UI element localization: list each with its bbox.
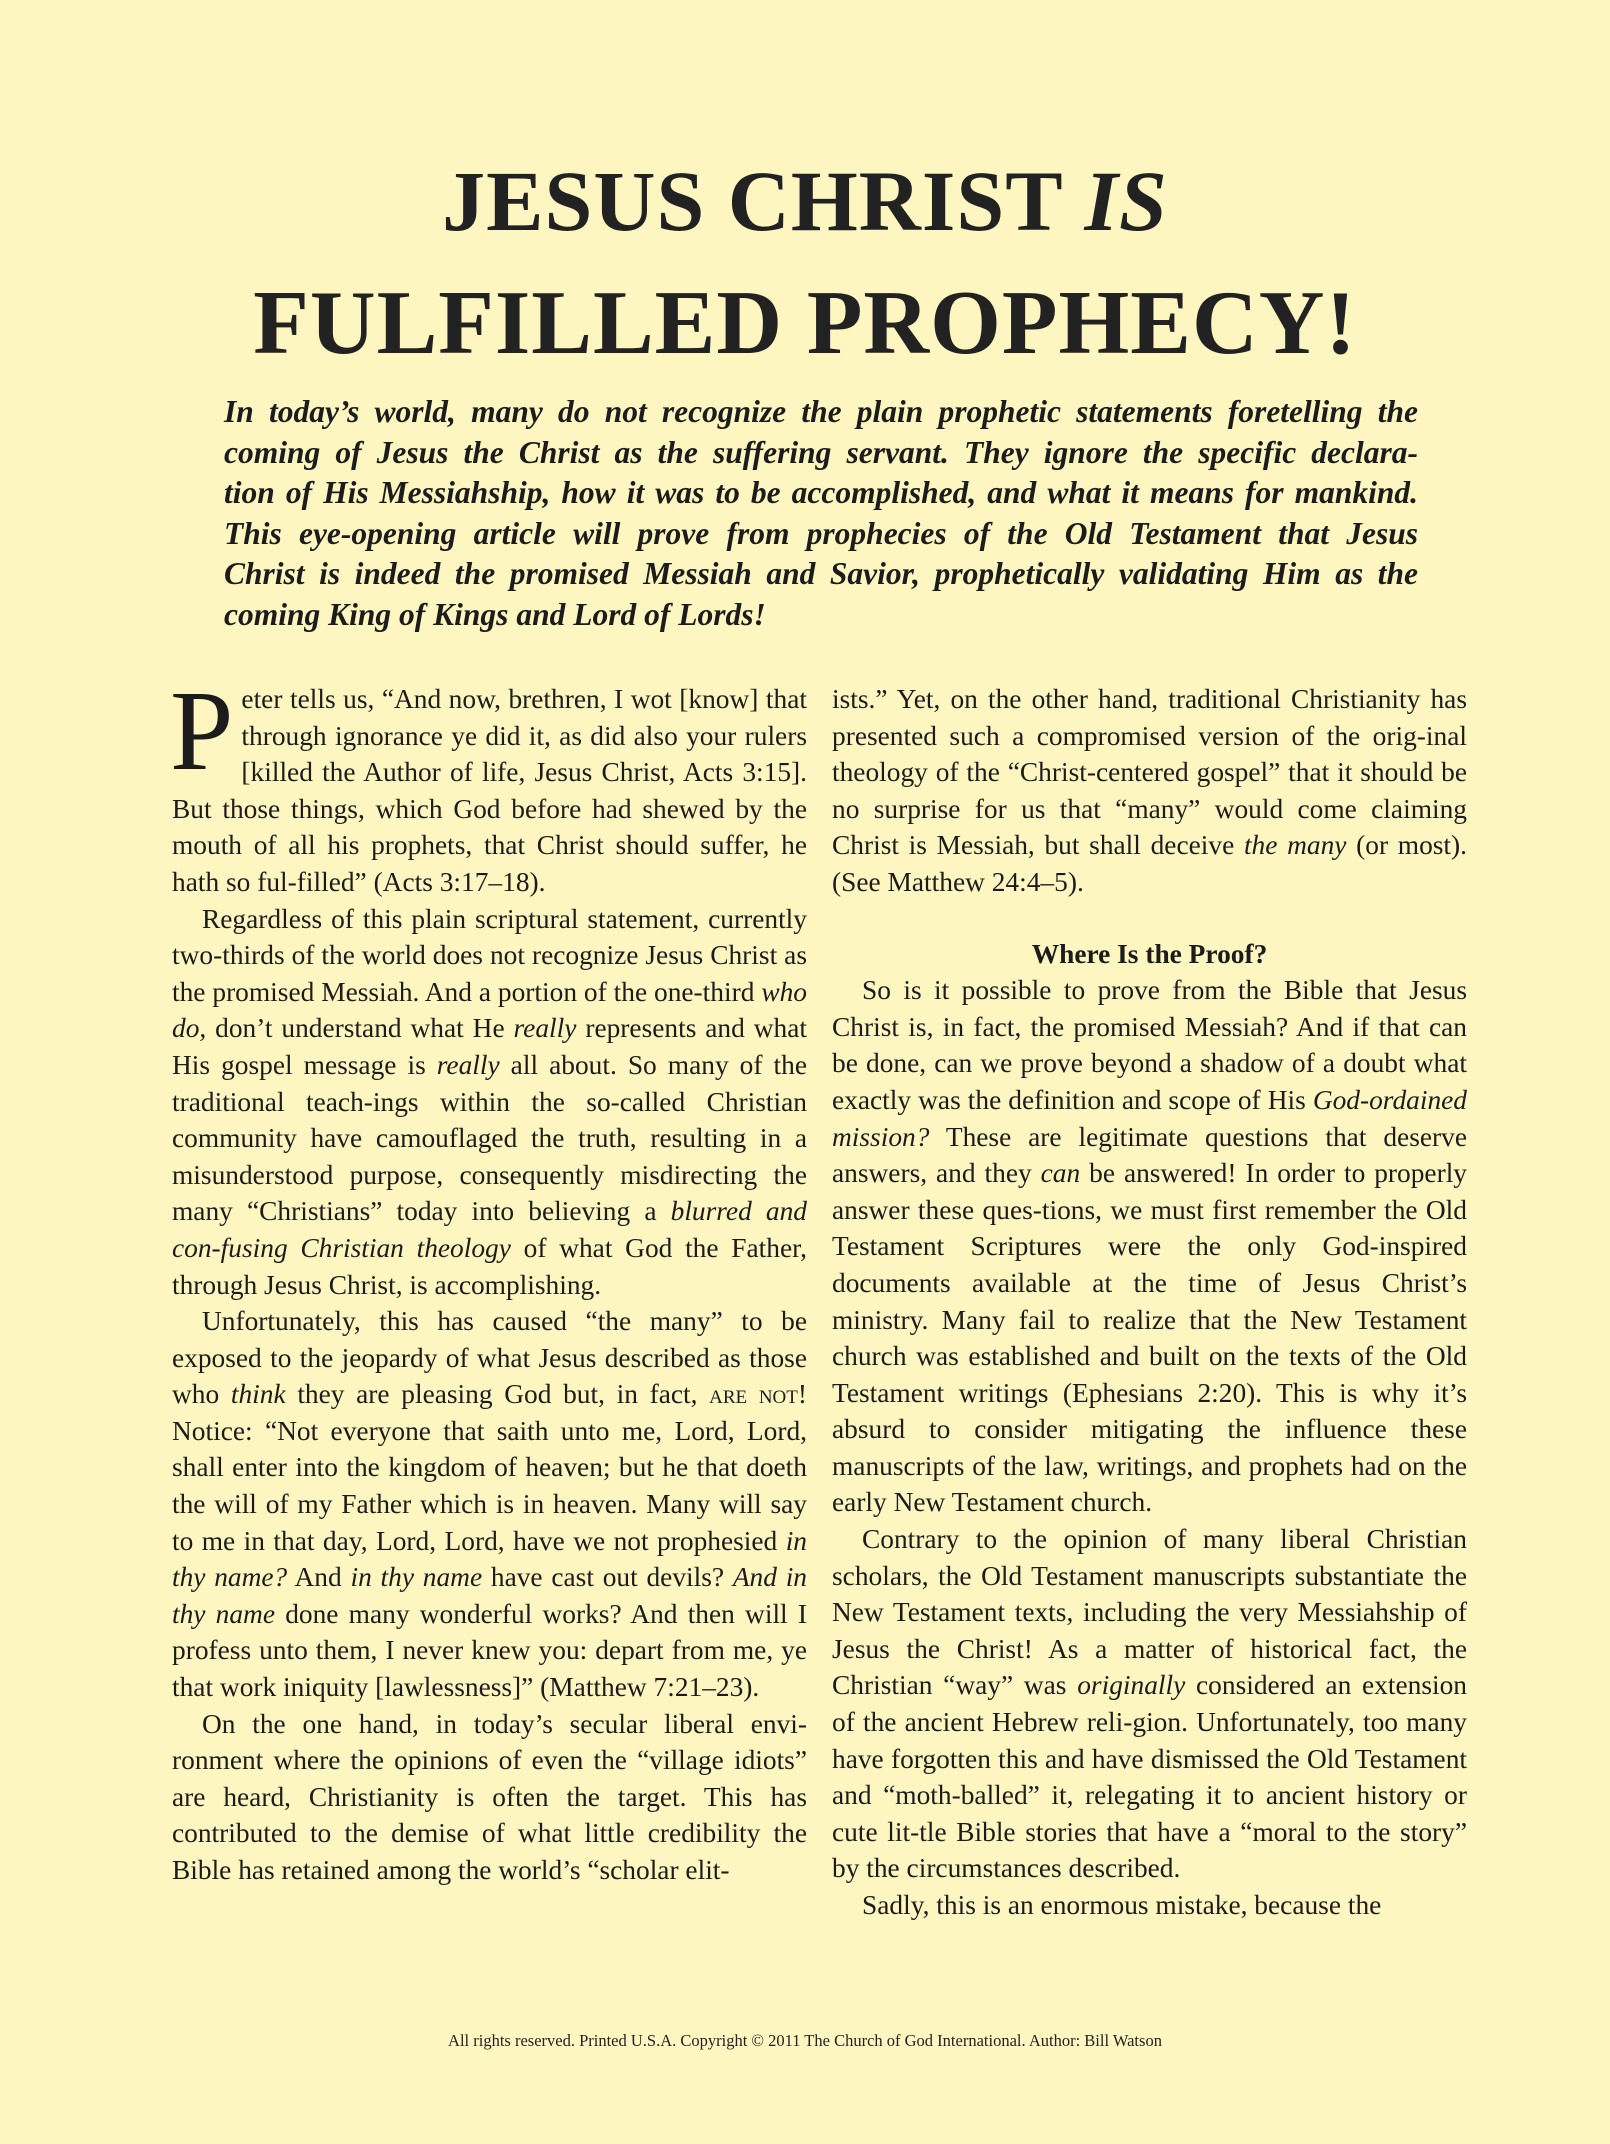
text-run: all about. So many of the traditional teach-ings within the so-called Christian community have camouflaged the truth, resulting in a misunderstood purpose, consequently misdirecting the many “Christians” today into believing a — [172, 1049, 807, 1227]
text-run: done many wonderful works? And then will I profess unto them, I never knew you: depart from me, ye that work iniquity [lawlessness]” (Matthew 7:21–23). — [172, 1598, 807, 1703]
paragraph — [172, 1303, 807, 1706]
text-run: don’t understand what He — [206, 1013, 514, 1044]
intro-line: coming King of Kings and Lord of Lords! — [224, 596, 766, 632]
left-column — [170, 667, 808, 1889]
paragraph — [170, 667, 807, 901]
text-run: Contrary to the opinion of many liberal Christian scholars, the Old Testament manuscripts substantiate the New Testament texts, including the very Messiahship of Jesus the Christ! As a matter of historical fact, the Christian “way” was — [832, 1524, 1467, 1701]
intro-line: coming of Jesus the Christ as the suffering servant. They ignore the specific declara- — [224, 434, 1418, 470]
drop-cap: P — [170, 667, 234, 794]
text-run: Regardless of this plain scriptural statement, currently two-thirds of the world does not recognize Jesus Christ as the promised Messiah. And a portion of the one-third — [172, 903, 807, 1007]
text-run: be answered! In order to properly answer these ques-tions, we must first remember the Old Testament Scriptures were the only God-inspired documents available at the time of Jesus Christ’s ministry. Many fail to realize that the New Testament church was established and built on the texts of the Old Testament writings (Ephesians 2:20). This is why it’s absurd to consider mitigating the influence these manuscripts of the law, writings, and prophets had on the early New Testament church. — [832, 1158, 1468, 1518]
emphasis: can — [1040, 1158, 1081, 1189]
text-run: they are pleasing God but, in fact, — [285, 1379, 710, 1410]
emphasis: really — [513, 1013, 577, 1044]
text-run: (or most). (See Matthew 24:4–5). — [832, 830, 1468, 897]
emphasis: originally — [1077, 1670, 1186, 1701]
title-part1: JESUS CHRIST — [442, 153, 1085, 249]
text-run: eter tells us, “And now, brethren, I wot [know] that through ignorance ye did it, as did also your rulers [killed the Author of life, Jesus Christ, Acts 3:15]. But those things, which God before had shewed by the mouth of all his prophets, that Christ should suffer, he hath so ful-filled” (Acts 3:17–18). — [172, 684, 807, 897]
emphasis: blurred and con-fusing Christian theology — [172, 1196, 808, 1263]
emphasis: really — [436, 1049, 500, 1080]
paragraph: Sadly, this is an enormous mistake, because the — [862, 1890, 1382, 1920]
title-line-2: FULFILLED PROPHECY! — [253, 272, 1357, 373]
emphasis: think — [230, 1379, 286, 1410]
intro-line: Christ is indeed the promised Messiah and Savior, prophetically validating Him as the — [224, 556, 1418, 591]
paragraph — [832, 681, 1467, 901]
text-run: So is it possible to prove from the Bible that Jesus Christ is, in fact, the promised Messiah? And if that can be done, can we prove beyond a shadow of a doubt what exactly was the definition and scope of His — [832, 975, 1467, 1115]
text-run: ! Notice: “Not everyone that saith unto me, Lord, Lord, shall enter into the kingdom of heaven; but he that doeth the will of my Father which is in heaven. Many will say to me in that day, Lord, Lord, have we not prophesied — [172, 1379, 807, 1556]
text-run: have cast out devils? — [482, 1562, 733, 1593]
text-run: Unfortunately, this has caused “the many” to be exposed to the jeopardy of what Jesus described as those who — [172, 1306, 807, 1410]
text-run: considered an extension of the ancient Hebrew reli-gion. Unfortunately, too many have forgotten this and have dismissed the Old Testament and “moth-balled” it, relegating it to ancient history or cute lit-tle Bible stories that have a “moral to the story” by the circumstances described. — [832, 1670, 1467, 1884]
emphasis: the many — [1243, 830, 1347, 861]
article-title — [0, 140, 1610, 384]
right-column — [832, 681, 1467, 1924]
text-run: These are legitimate questions that deserve answers, and they — [832, 1121, 1467, 1189]
text-run: represents and what His gospel message is — [172, 1013, 807, 1080]
title-line-1 — [0, 140, 1610, 262]
emphasis: God-ordained mission? — [832, 1084, 1467, 1152]
text-run: ists.” Yet, on the other hand, traditional Christianity has presented such a compromised version of the orig-inal theology of the “Christ-centered gospel” that it should be no surprise for us that “many” would come claiming Christ is Messiah, but shall deceive — [832, 684, 1467, 861]
paragraph — [172, 901, 807, 1304]
intro-line: tion of His Messiahship, how it was to be accomplished, and what it means for mankind. — [224, 475, 1418, 510]
emphasis: in thy name — [350, 1562, 483, 1593]
emphasis: And in thy name — [172, 1562, 808, 1629]
title-emphasis: IS — [1084, 153, 1168, 249]
text-run: of what God the Father, through Jesus Christ, is accomplishing. — [172, 1232, 807, 1300]
paragraph: On the one hand, in today’s secular liberal envi-ronment where the opinions of even the “village idiots” are heard, Christianity is often the target. This has contributed to the demise of what little credibility the Bible has retained among the world’s “scholar elit- — [172, 1708, 807, 1885]
copyright-footer: All rights reserved. Printed U.S.A. Copyright © 2011 The Church of God International. Author: Bill Watson — [448, 2031, 1162, 2050]
small-caps-emphasis: are not — [709, 1379, 798, 1410]
text-run: And — [287, 1562, 351, 1593]
emphasis: who do, — [172, 976, 807, 1044]
section-heading: Where Is the Proof? — [1031, 938, 1268, 969]
paragraph — [832, 972, 1467, 1521]
paragraph — [832, 1521, 1467, 1887]
emphasis: in thy name? — [172, 1525, 807, 1593]
intro-line: In today’s world, many do not recognize the plain prophetic statements foretelling the — [224, 394, 1418, 429]
intro-blurb — [224, 392, 1418, 635]
intro-line: This eye-opening article will prove from prophecies of the Old Testament that Jesus — [224, 515, 1418, 551]
